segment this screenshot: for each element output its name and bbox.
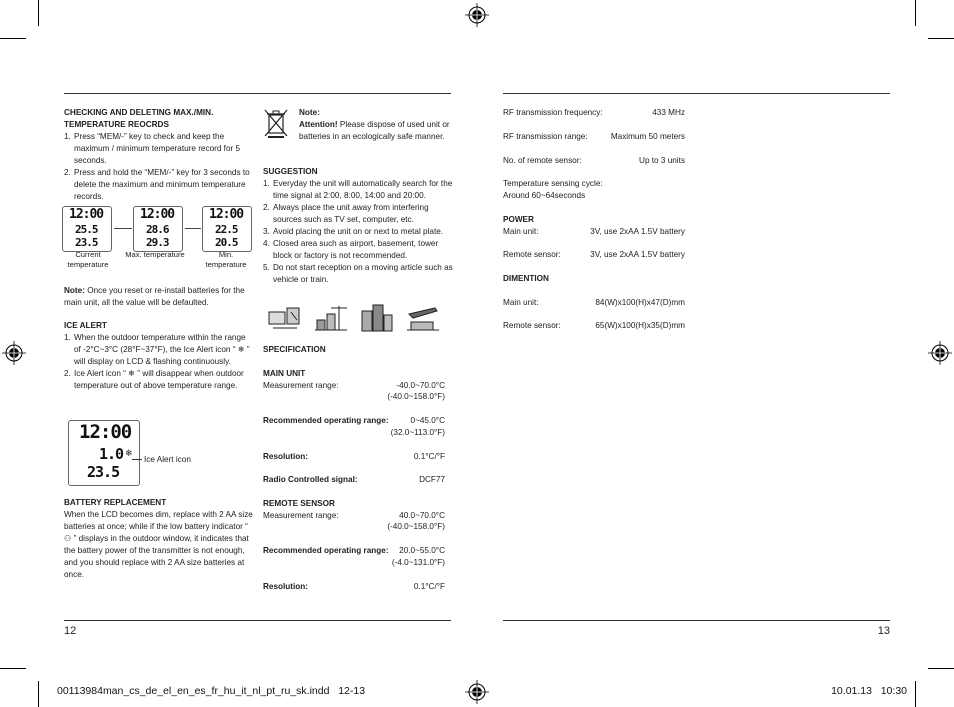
disposal-note-text: Attention! Please dispose of used unit or batteries in an ecologically safe manner.	[299, 120, 450, 141]
list-item: 4. Closed area such as airport, basement, tower block or factory is not recommended.	[263, 239, 439, 260]
crop-mark	[915, 681, 916, 707]
spec-row-label: Resolution:	[263, 452, 309, 461]
spec-row-value: 0.1°C/°F	[413, 582, 445, 591]
suggestion-heading: SUGGESTION	[263, 167, 318, 176]
spec-row-label: Recommended operating range:	[263, 416, 389, 425]
page-number: 12	[64, 625, 77, 637]
tower-block-icon	[360, 303, 394, 333]
connector-line	[114, 228, 132, 229]
page-number: 13	[877, 625, 890, 637]
lcd-time: 12:00	[79, 421, 132, 443]
airport-icon	[405, 304, 441, 332]
slug-date: 10.01.13 10:30	[831, 685, 907, 697]
registration-mark-icon	[465, 680, 489, 704]
spec-row-label: Measurement range:	[263, 381, 339, 390]
footer-rule	[503, 620, 890, 621]
spec-row-label: Main unit:	[503, 298, 539, 307]
crop-mark	[0, 668, 26, 669]
dimension-heading: DIMENTION	[503, 274, 549, 283]
registration-mark-icon	[465, 3, 489, 27]
header-rule	[64, 93, 451, 94]
spec-row-value: 433 MHz	[652, 108, 685, 117]
list-item: 1. Everyday the unit will automatically search for the time signal at 2:00, 8:00, 14:00 and 20:00.	[263, 179, 453, 200]
callout-line	[132, 459, 142, 460]
list-item: 2. Always place the unit away from interfering sources such as TV set, computer, etc.	[263, 203, 429, 224]
spec-row-value: DCF77	[419, 475, 445, 484]
ice-alert-heading: ICE ALERT	[64, 321, 107, 330]
disposal-note-label: Note:	[299, 108, 320, 117]
lcd-outdoor-temp: 22.5	[215, 223, 238, 236]
power-heading: POWER	[503, 215, 534, 224]
spec-row-label: Measurement range:	[263, 511, 339, 520]
spec-row-value: (32.0~113.0°F)	[390, 428, 445, 437]
list-item: 2. Press and hold the “MEM/-” key for 3 seconds to delete the maximum and minimum temperature records.	[64, 168, 250, 201]
registration-mark-icon	[928, 341, 952, 365]
slug-filename: 00113984man_cs_de_el_en_es_fr_hu_it_nl_pt_ru_sk.indd 12-13	[57, 685, 366, 697]
spec-row-value: 3V, use 2xAA 1.5V battery	[590, 250, 685, 259]
lcd-time: 12:00	[209, 207, 244, 222]
spec-row-value: Up to 3 units	[639, 156, 685, 165]
crop-mark	[915, 0, 916, 26]
spec-row-label: Recommended operating range:	[263, 546, 389, 555]
spec-row-label: RF transmission range:	[503, 132, 588, 141]
snowflake-icon: ❄	[125, 448, 133, 458]
lcd-outdoor-temp: 25.5	[75, 223, 98, 236]
spec-row-label: Remote sensor:	[503, 321, 561, 330]
lcd-indoor-temp: 29.3	[146, 236, 169, 249]
battery-text: When the LCD becomes dim, replace with 2 AA size batteries at once; while if the low battery indicator “ ⚇ ” displays in the outdoor window, it indicates that the battery power of the transmitter is not enough, and you should replace with 2 AA size batteries at once.	[64, 510, 253, 579]
lcd-caption: Max. temperature	[125, 250, 185, 259]
spec-row-value: 0~45.0°C	[410, 416, 445, 425]
spec-row-value: 65(W)x100(H)x35(D)mm	[595, 321, 685, 330]
spec-row-value: Maximum 50 meters	[610, 132, 685, 141]
spec-row-label: Resolution:	[263, 582, 309, 591]
spec-row-value: 40.0~70.0°C	[399, 511, 445, 520]
lcd-max	[133, 206, 183, 252]
crop-mark	[38, 0, 39, 26]
connector-line	[185, 228, 201, 229]
registration-mark-icon	[2, 341, 26, 365]
lcd-caption: Current temperature	[67, 250, 109, 269]
spec-row-value: Around 60~64seconds	[503, 191, 586, 200]
lcd-outdoor-temp: 1.0	[99, 445, 124, 463]
spec-row-value: (-40.0~158.0°F)	[387, 522, 445, 531]
spec-row-label: No. of remote sensor:	[503, 156, 582, 165]
tv-computer-icon	[267, 306, 301, 332]
suggestion-list	[263, 178, 453, 286]
crossed-bin-icon	[263, 107, 289, 139]
spec-row-label: RF transmission frequency:	[503, 108, 603, 117]
lcd-ice-alert	[68, 420, 140, 486]
spec-row-value: 3V, use 2xAA 1.5V battery	[590, 227, 685, 236]
reset-note: Note: Once you reset or re-install batteries for the main unit, all the value will be defaulted.	[64, 286, 245, 307]
lcd-indoor-temp: 20.5	[215, 236, 238, 249]
lcd-indoor-temp: 23.5	[87, 463, 120, 481]
battery-heading: BATTERY REPLACEMENT	[64, 498, 167, 507]
construction-icon	[313, 304, 349, 332]
spec-row-value: (-4.0~131.0°F)	[391, 558, 445, 567]
lcd-caption: Min. temperature	[205, 250, 247, 269]
spec-row-label: Temperature sensing cycle:	[503, 179, 603, 188]
list-item: 1. When the outdoor temperature within the range of -2°C~3°C (28°F~37°F), the Ice Alert icon “ ❄ ” will display on LCD & flashing continuously.	[64, 333, 250, 366]
spec-row-label: Radio Controlled signal:	[263, 475, 358, 484]
crop-mark	[928, 668, 954, 669]
spec-row-label: Remote sensor:	[503, 250, 561, 259]
crop-mark	[38, 681, 39, 707]
remote-sensor-heading: REMOTE SENSOR	[263, 499, 335, 508]
lcd-min	[202, 206, 252, 252]
header-rule	[503, 93, 890, 94]
lcd-current	[62, 206, 112, 252]
lcd-outdoor-temp: 28.6	[146, 223, 169, 236]
spec-row-value: 0.1°C/°F	[413, 452, 445, 461]
crop-mark	[928, 38, 954, 39]
footer-rule	[64, 620, 451, 621]
list-item: 2. Ice Alert icon “ ❄ ” will disappear when outdoor temperature out of above temperature range.	[64, 369, 244, 390]
maxmin-list	[64, 131, 254, 203]
spec-row-label: Main unit:	[503, 227, 539, 236]
spec-row-value: 20.0~55.0°C	[399, 546, 445, 555]
spec-row-value: -40.0~70.0°C	[396, 381, 445, 390]
lcd-time: 12:00	[69, 207, 104, 222]
specification-heading: SPECIFICATION	[263, 345, 326, 354]
main-unit-heading: MAIN UNIT	[263, 369, 306, 378]
crop-mark	[0, 38, 26, 39]
ice-alert-list	[64, 332, 254, 392]
list-item: 3. Avoid placing the unit on or next to metal plate.	[263, 227, 444, 236]
ice-alert-callout: Ice Alert icon	[144, 455, 191, 464]
lcd-indoor-temp: 23.5	[75, 236, 98, 249]
maxmin-heading: CHECKING AND DELETING MAX./MIN. TEMPERATURE REOCRDS	[64, 108, 214, 129]
list-item: 1. Press “MEM/-” key to check and keep the maximum / minimum temperature record for 5 seconds.	[64, 132, 241, 165]
list-item: 5. Do not start reception on a moving article such as vehicle or train.	[263, 263, 453, 284]
spec-row-value: (-40.0~158.0°F)	[387, 392, 445, 401]
spec-row-value: 84(W)x100(H)x47(D)mm	[595, 298, 685, 307]
lcd-time: 12:00	[140, 207, 175, 222]
